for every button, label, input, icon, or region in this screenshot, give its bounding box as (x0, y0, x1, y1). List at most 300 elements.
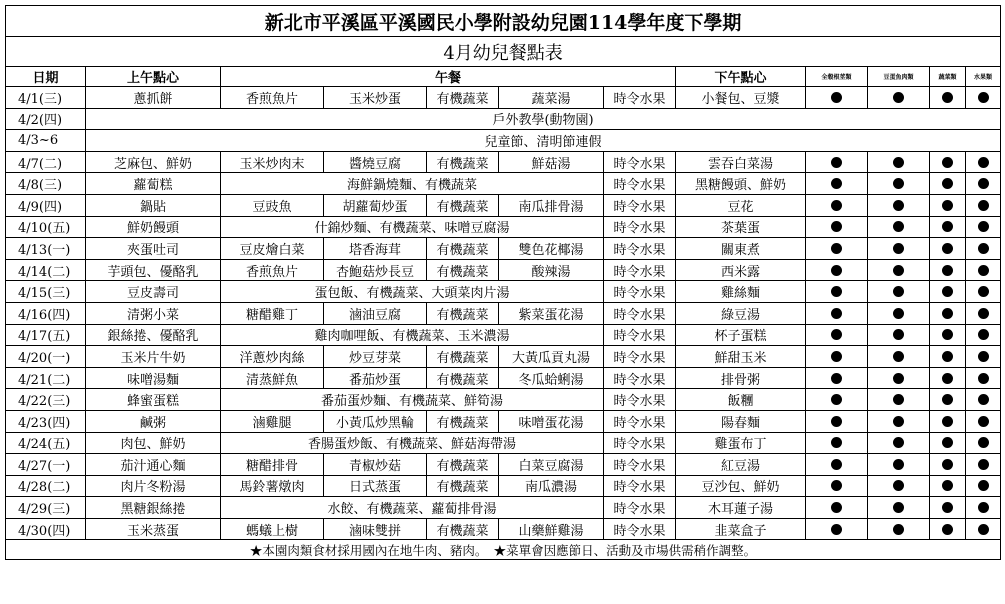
vegetables-mark-dot-icon (942, 437, 953, 448)
food-group-cell (806, 238, 868, 260)
morning-snack: 豆皮壽司 (86, 281, 221, 303)
lunch-side-dish: 胡蘿蔔炒蛋 (324, 194, 427, 216)
menu-date: 4/7(二) (6, 151, 86, 173)
food-group-cell (966, 194, 1001, 216)
protein-mark-dot-icon (893, 416, 904, 427)
fruit-mark-dot-icon (978, 178, 989, 189)
grains-mark-dot-icon (831, 351, 842, 362)
lunch-fruit: 時令水果 (604, 238, 676, 260)
protein-mark-dot-icon (893, 502, 904, 513)
footnote: ★本園肉類食材採用國內在地牛肉、豬肉。 ★菜單會因應節日、活動及市場供需稍作調整。 (6, 540, 1001, 560)
lunch-side-dish: 滷油豆腐 (324, 302, 427, 324)
food-group-cell (806, 87, 868, 109)
food-group-cell (806, 194, 868, 216)
menu-page (5, 5, 1000, 560)
food-group-cell (966, 454, 1001, 476)
lunch-soup: 味噌蛋花湯 (499, 410, 604, 432)
vegetables-mark-dot-icon (942, 502, 953, 513)
header-vegetables: 蔬菜類 (930, 67, 966, 87)
food-group-cell (868, 238, 930, 260)
menu-row (6, 410, 1001, 432)
vegetables-mark-dot-icon (942, 221, 953, 232)
afternoon-snack: 豆沙包、鮮奶 (676, 475, 806, 497)
lunch-fruit: 時令水果 (604, 216, 676, 238)
grains-mark-dot-icon (831, 480, 842, 491)
grains-mark-dot-icon (831, 157, 842, 168)
vegetables-mark-dot-icon (942, 394, 953, 405)
afternoon-snack: 黑糖饅頭、鮮奶 (676, 173, 806, 195)
header-grains: 全穀根莖類 (806, 67, 868, 87)
food-group-cell (930, 454, 966, 476)
vegetables-mark-dot-icon (942, 308, 953, 319)
food-group-cell (868, 151, 930, 173)
food-group-cell (930, 281, 966, 303)
morning-snack: 玉米蒸蛋 (86, 518, 221, 540)
lunch-soup: 南瓜濃湯 (499, 475, 604, 497)
lunch-fruit: 時令水果 (604, 475, 676, 497)
grains-mark-dot-icon (831, 221, 842, 232)
vegetables-mark-dot-icon (942, 157, 953, 168)
food-group-cell (868, 281, 930, 303)
food-group-cell (930, 173, 966, 195)
menu-date: 4/15(三) (6, 281, 86, 303)
lunch-vegetable: 有機蔬菜 (427, 475, 499, 497)
food-group-cell (966, 475, 1001, 497)
food-group-cell (806, 173, 868, 195)
afternoon-snack: 小餐包、豆漿 (676, 87, 806, 109)
lunch-fruit: 時令水果 (604, 367, 676, 389)
morning-snack: 蘿蔔糕 (86, 173, 221, 195)
menu-date: 4/17(五) (6, 324, 86, 346)
lunch-main-dish: 豆皮燴白菜 (221, 238, 324, 260)
morning-snack: 芝麻包、鮮奶 (86, 151, 221, 173)
food-group-cell (930, 346, 966, 368)
food-group-cell (868, 173, 930, 195)
food-group-cell (930, 410, 966, 432)
vegetables-mark-dot-icon (942, 329, 953, 340)
food-group-cell (868, 87, 930, 109)
lunch-main-dish: 洋蔥炒肉絲 (221, 346, 324, 368)
food-group-cell (930, 259, 966, 281)
lunch-fruit: 時令水果 (604, 194, 676, 216)
lunch-vegetable: 有機蔬菜 (427, 194, 499, 216)
menu-date: 4/22(三) (6, 389, 86, 411)
grains-mark-dot-icon (831, 437, 842, 448)
menu-row (6, 194, 1001, 216)
food-group-cell (806, 151, 868, 173)
menu-event: 戶外教學(動物園) (86, 108, 1001, 130)
food-group-cell (930, 194, 966, 216)
lunch-soup: 冬瓜蛤蜊湯 (499, 367, 604, 389)
afternoon-snack: 排骨粥 (676, 367, 806, 389)
page-subtitle: 4月幼兒餐點表 (6, 37, 1001, 67)
afternoon-snack: 西米露 (676, 259, 806, 281)
vegetables-mark-dot-icon (942, 480, 953, 491)
lunch-fruit: 時令水果 (604, 389, 676, 411)
lunch-vegetable: 有機蔬菜 (427, 410, 499, 432)
protein-mark-dot-icon (893, 480, 904, 491)
menu-date: 4/29(三) (6, 497, 86, 519)
lunch-soup: 蔬菜湯 (499, 87, 604, 109)
protein-mark-dot-icon (893, 286, 904, 297)
menu-row (6, 475, 1001, 497)
grains-mark-dot-icon (831, 286, 842, 297)
lunch-fruit: 時令水果 (604, 324, 676, 346)
grains-mark-dot-icon (831, 329, 842, 340)
menu-date: 4/9(四) (6, 194, 86, 216)
food-group-cell (806, 367, 868, 389)
lunch-combined: 海鮮鍋燒麵、有機蔬菜 (221, 173, 604, 195)
morning-snack: 味噌湯麵 (86, 367, 221, 389)
food-group-cell (868, 216, 930, 238)
menu-date: 4/20(一) (6, 346, 86, 368)
morning-snack: 鍋貼 (86, 194, 221, 216)
header-lunch: 午餐 (221, 67, 676, 87)
lunch-main-dish: 滷雞腿 (221, 410, 324, 432)
protein-mark-dot-icon (893, 459, 904, 470)
food-group-cell (966, 346, 1001, 368)
lunch-vegetable: 有機蔬菜 (427, 238, 499, 260)
menu-date: 4/10(五) (6, 216, 86, 238)
protein-mark-dot-icon (893, 373, 904, 384)
lunch-vegetable: 有機蔬菜 (427, 151, 499, 173)
lunch-soup: 南瓜排骨湯 (499, 194, 604, 216)
lunch-combined: 什錦炒麵、有機蔬菜、味噌豆腐湯 (221, 216, 604, 238)
lunch-vegetable: 有機蔬菜 (427, 87, 499, 109)
protein-mark-dot-icon (893, 308, 904, 319)
food-group-cell (966, 410, 1001, 432)
protein-mark-dot-icon (893, 221, 904, 232)
lunch-soup: 山藥鮮雞湯 (499, 518, 604, 540)
lunch-fruit: 時令水果 (604, 87, 676, 109)
menu-row (6, 108, 1001, 130)
food-group-cell (966, 497, 1001, 519)
menu-date: 4/8(三) (6, 173, 86, 195)
morning-snack: 肉片冬粉湯 (86, 475, 221, 497)
lunch-main-dish: 馬鈴薯燉肉 (221, 475, 324, 497)
menu-date: 4/2(四) (6, 108, 86, 130)
menu-row (6, 346, 1001, 368)
protein-mark-dot-icon (893, 351, 904, 362)
food-group-cell (868, 518, 930, 540)
afternoon-snack: 飯糰 (676, 389, 806, 411)
morning-snack: 黑糖銀絲捲 (86, 497, 221, 519)
fruit-mark-dot-icon (978, 416, 989, 427)
page-title: 新北市平溪區平溪國民小學附設幼兒園114學年度下學期 (6, 6, 1001, 37)
menu-row (6, 389, 1001, 411)
menu-row (6, 432, 1001, 454)
morning-snack: 鹹粥 (86, 410, 221, 432)
header-afternoon-snack: 下午點心 (676, 67, 806, 87)
afternoon-snack: 杯子蛋糕 (676, 324, 806, 346)
food-group-cell (806, 324, 868, 346)
menu-date: 4/27(一) (6, 454, 86, 476)
food-group-cell (930, 302, 966, 324)
morning-snack: 肉包、鮮奶 (86, 432, 221, 454)
menu-row (6, 87, 1001, 109)
lunch-main-dish: 糖醋排骨 (221, 454, 324, 476)
food-group-cell (868, 259, 930, 281)
lunch-vegetable: 有機蔬菜 (427, 302, 499, 324)
header-fruit: 水果類 (966, 67, 1001, 87)
morning-snack: 蔥抓餅 (86, 87, 221, 109)
afternoon-snack: 茶葉蛋 (676, 216, 806, 238)
afternoon-snack: 韭菜盒子 (676, 518, 806, 540)
afternoon-snack: 陽春麵 (676, 410, 806, 432)
vegetables-mark-dot-icon (942, 416, 953, 427)
vegetables-mark-dot-icon (942, 243, 953, 254)
grains-mark-dot-icon (831, 200, 842, 211)
menu-row (6, 130, 1001, 152)
fruit-mark-dot-icon (978, 308, 989, 319)
food-group-cell (806, 389, 868, 411)
grains-mark-dot-icon (831, 92, 842, 103)
protein-mark-dot-icon (893, 178, 904, 189)
morning-snack: 銀絲捲、優酪乳 (86, 324, 221, 346)
lunch-combined: 蛋包飯、有機蔬菜、大頭菜肉片湯 (221, 281, 604, 303)
morning-snack: 鮮奶饅頭 (86, 216, 221, 238)
lunch-side-dish: 玉米炒蛋 (324, 87, 427, 109)
lunch-soup: 鮮菇湯 (499, 151, 604, 173)
morning-snack: 蜂蜜蛋糕 (86, 389, 221, 411)
food-group-cell (806, 410, 868, 432)
grains-mark-dot-icon (831, 459, 842, 470)
vegetables-mark-dot-icon (942, 459, 953, 470)
menu-date: 4/28(二) (6, 475, 86, 497)
food-group-cell (966, 216, 1001, 238)
fruit-mark-dot-icon (978, 243, 989, 254)
food-group-cell (966, 324, 1001, 346)
fruit-mark-dot-icon (978, 373, 989, 384)
menu-date: 4/1(三) (6, 87, 86, 109)
lunch-side-dish: 塔香海茸 (324, 238, 427, 260)
afternoon-snack: 木耳蓮子湯 (676, 497, 806, 519)
menu-row (6, 324, 1001, 346)
grains-mark-dot-icon (831, 394, 842, 405)
fruit-mark-dot-icon (978, 265, 989, 276)
food-group-cell (868, 324, 930, 346)
fruit-mark-dot-icon (978, 200, 989, 211)
fruit-mark-dot-icon (978, 286, 989, 297)
morning-snack: 玉米片牛奶 (86, 346, 221, 368)
header-date: 日期 (6, 67, 86, 87)
fruit-mark-dot-icon (978, 351, 989, 362)
food-group-cell (930, 432, 966, 454)
food-group-cell (868, 432, 930, 454)
vegetables-mark-dot-icon (942, 373, 953, 384)
vegetables-mark-dot-icon (942, 200, 953, 211)
fruit-mark-dot-icon (978, 157, 989, 168)
vegetables-mark-dot-icon (942, 524, 953, 535)
menu-date: 4/13(一) (6, 238, 86, 260)
lunch-main-dish: 香煎魚片 (221, 87, 324, 109)
protein-mark-dot-icon (893, 157, 904, 168)
food-group-cell (868, 454, 930, 476)
food-group-cell (966, 389, 1001, 411)
food-group-cell (806, 475, 868, 497)
lunch-fruit: 時令水果 (604, 346, 676, 368)
morning-snack: 芋頭包、優酪乳 (86, 259, 221, 281)
protein-mark-dot-icon (893, 200, 904, 211)
lunch-side-dish: 日式蒸蛋 (324, 475, 427, 497)
lunch-vegetable: 有機蔬菜 (427, 346, 499, 368)
fruit-mark-dot-icon (978, 480, 989, 491)
footnote-row (6, 540, 1001, 560)
fruit-mark-dot-icon (978, 437, 989, 448)
lunch-soup: 白菜豆腐湯 (499, 454, 604, 476)
lunch-main-dish: 豆豉魚 (221, 194, 324, 216)
fruit-mark-dot-icon (978, 92, 989, 103)
grains-mark-dot-icon (831, 416, 842, 427)
lunch-side-dish: 小黃瓜炒黑輪 (324, 410, 427, 432)
lunch-fruit: 時令水果 (604, 173, 676, 195)
afternoon-snack: 鮮甜玉米 (676, 346, 806, 368)
menu-date: 4/23(四) (6, 410, 86, 432)
grains-mark-dot-icon (831, 243, 842, 254)
food-group-cell (930, 367, 966, 389)
menu-row (6, 173, 1001, 195)
food-group-cell (966, 281, 1001, 303)
food-group-cell (868, 346, 930, 368)
lunch-side-dish: 番茄炒蛋 (324, 367, 427, 389)
grains-mark-dot-icon (831, 373, 842, 384)
afternoon-snack: 雞絲麵 (676, 281, 806, 303)
food-group-cell (966, 173, 1001, 195)
lunch-fruit: 時令水果 (604, 302, 676, 324)
menu-row (6, 367, 1001, 389)
grains-mark-dot-icon (831, 524, 842, 535)
menu-row (6, 216, 1001, 238)
header-row (6, 67, 1001, 87)
afternoon-snack: 關東煮 (676, 238, 806, 260)
vegetables-mark-dot-icon (942, 265, 953, 276)
afternoon-snack: 綠豆湯 (676, 302, 806, 324)
menu-row (6, 238, 1001, 260)
lunch-side-dish: 滷味雙拼 (324, 518, 427, 540)
menu-table (5, 5, 1001, 560)
lunch-side-dish: 青椒炒菇 (324, 454, 427, 476)
menu-row (6, 302, 1001, 324)
fruit-mark-dot-icon (978, 394, 989, 405)
lunch-side-dish: 炒豆芽菜 (324, 346, 427, 368)
lunch-soup: 紫菜蛋花湯 (499, 302, 604, 324)
lunch-soup: 大黃瓜貢丸湯 (499, 346, 604, 368)
food-group-cell (966, 259, 1001, 281)
food-group-cell (806, 497, 868, 519)
food-group-cell (806, 259, 868, 281)
lunch-fruit: 時令水果 (604, 432, 676, 454)
food-group-cell (966, 87, 1001, 109)
afternoon-snack: 雲吞白菜湯 (676, 151, 806, 173)
food-group-cell (806, 216, 868, 238)
lunch-vegetable: 有機蔬菜 (427, 454, 499, 476)
menu-row (6, 454, 1001, 476)
fruit-mark-dot-icon (978, 221, 989, 232)
protein-mark-dot-icon (893, 524, 904, 535)
food-group-cell (806, 518, 868, 540)
food-group-cell (806, 346, 868, 368)
protein-mark-dot-icon (893, 92, 904, 103)
food-group-cell (930, 216, 966, 238)
food-group-cell (868, 410, 930, 432)
menu-date: 4/21(二) (6, 367, 86, 389)
lunch-combined: 水餃、有機蔬菜、蘿蔔排骨湯 (221, 497, 604, 519)
morning-snack: 夾蛋吐司 (86, 238, 221, 260)
food-group-cell (930, 87, 966, 109)
menu-date: 4/3~6 (6, 130, 86, 152)
food-group-cell (868, 194, 930, 216)
lunch-soup: 酸辣湯 (499, 259, 604, 281)
protein-mark-dot-icon (893, 265, 904, 276)
menu-row (6, 151, 1001, 173)
lunch-fruit: 時令水果 (604, 259, 676, 281)
lunch-soup: 雙色花椰湯 (499, 238, 604, 260)
food-group-cell (966, 302, 1001, 324)
food-group-cell (868, 497, 930, 519)
lunch-fruit: 時令水果 (604, 281, 676, 303)
lunch-vegetable: 有機蔬菜 (427, 259, 499, 281)
food-group-cell (806, 302, 868, 324)
food-group-cell (930, 324, 966, 346)
lunch-main-dish: 糖醋雞丁 (221, 302, 324, 324)
header-protein: 豆蛋魚肉類 (868, 67, 930, 87)
food-group-cell (806, 281, 868, 303)
menu-date: 4/24(五) (6, 432, 86, 454)
food-group-cell (930, 518, 966, 540)
fruit-mark-dot-icon (978, 524, 989, 535)
menu-row (6, 497, 1001, 519)
grains-mark-dot-icon (831, 502, 842, 513)
menu-date: 4/14(二) (6, 259, 86, 281)
food-group-cell (806, 432, 868, 454)
lunch-vegetable: 有機蔬菜 (427, 518, 499, 540)
food-group-cell (966, 238, 1001, 260)
morning-snack: 茄汁通心麵 (86, 454, 221, 476)
afternoon-snack: 紅豆湯 (676, 454, 806, 476)
food-group-cell (806, 454, 868, 476)
food-group-cell (966, 151, 1001, 173)
lunch-combined: 雞肉咖哩飯、有機蔬菜、玉米濃湯 (221, 324, 604, 346)
afternoon-snack: 雞蛋布丁 (676, 432, 806, 454)
menu-date: 4/16(四) (6, 302, 86, 324)
lunch-vegetable: 有機蔬菜 (427, 367, 499, 389)
lunch-fruit: 時令水果 (604, 454, 676, 476)
vegetables-mark-dot-icon (942, 92, 953, 103)
grains-mark-dot-icon (831, 265, 842, 276)
fruit-mark-dot-icon (978, 502, 989, 513)
food-group-cell (868, 367, 930, 389)
fruit-mark-dot-icon (978, 329, 989, 340)
lunch-main-dish: 玉米炒肉末 (221, 151, 324, 173)
lunch-fruit: 時令水果 (604, 410, 676, 432)
lunch-combined: 番茄蛋炒麵、有機蔬菜、鮮筍湯 (221, 389, 604, 411)
vegetables-mark-dot-icon (942, 351, 953, 362)
food-group-cell (966, 367, 1001, 389)
food-group-cell (868, 302, 930, 324)
food-group-cell (930, 151, 966, 173)
food-group-cell (966, 518, 1001, 540)
food-group-cell (930, 238, 966, 260)
menu-row (6, 259, 1001, 281)
menu-event: 兒童節、清明節連假 (86, 130, 1001, 152)
lunch-main-dish: 螞蟻上樹 (221, 518, 324, 540)
lunch-combined: 香腸蛋炒飯、有機蔬菜、鮮菇海帶湯 (221, 432, 604, 454)
menu-row (6, 281, 1001, 303)
lunch-fruit: 時令水果 (604, 518, 676, 540)
lunch-fruit: 時令水果 (604, 497, 676, 519)
lunch-fruit: 時令水果 (604, 151, 676, 173)
vegetables-mark-dot-icon (942, 286, 953, 297)
